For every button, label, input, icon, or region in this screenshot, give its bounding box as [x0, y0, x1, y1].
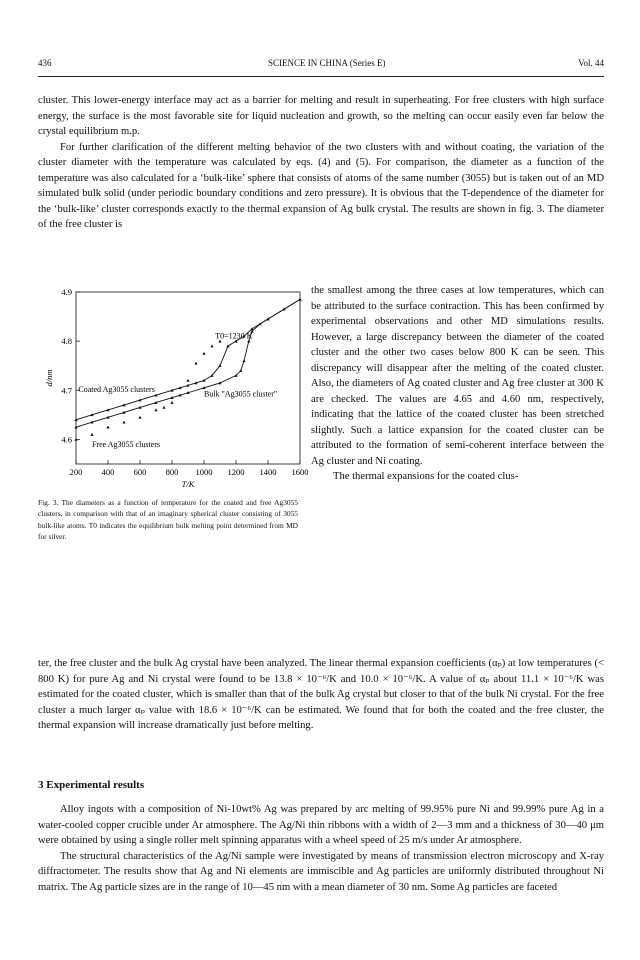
body-text-bottom: [38, 802, 604, 895]
free-point: [170, 401, 173, 404]
x-axis-label: T/K: [181, 479, 195, 489]
paragraph-2: For further clarification of the different melting behavior of the two clusters with and without coating, the variation of the cluster diameter with the temperature was calculated by eqs. (4) and (5). For comparison, the diameter as a function of the temperature was also calculated for a ‘bulk-like’ sphere that consists of atoms of the same number (3055) but is taken out of an MD simulated bulk solid (under periodic boundary conditions and zero pressure). It is obvious that the T-dependence of the diameter for the ‘bulk-like’ cluster corresponds exactly to the thermal expansion of Ag bulk crystal. The results are shown in fig. 3. The diameter of the free cluster is: [38, 141, 604, 230]
paragraph-6: The structural characteristics of the Ag/Ni sample were investigated by means of transmission electron microscopy and X-ray diffractometer. The results show that Ag and Ni elements are immiscible and Ag particles are uniformly distributed throughout Ni matrix. The Ag particle sizes are in the range of 10—45 nm with a mean diameter of 30 nm. Some Ag particles are faceted: [38, 850, 604, 893]
free-point: [154, 408, 157, 411]
paragraph-1: cluster. This lower-energy interface may act as a barrier for melting and result in superheating. For free clusters with high surface energy, the surface is the most favorable site for liquid nucleation and growth, so the melting can occur easily even far below the crystal equilibrium m.p.: [38, 95, 604, 137]
free-point: [106, 426, 109, 429]
free-point: [210, 344, 213, 347]
free-point: [90, 433, 93, 436]
bulk-point: [242, 359, 245, 362]
x-tick-label: 400: [101, 467, 115, 477]
free-point: [194, 362, 197, 365]
paragraph-5: Alloy ingots with a composition of Ni-10wt% Ag was prepared by arc melting of 99.95% pure Ni and 99.99% pure Ag in a water-cooled copper crucible under Ar atmosphere. The Ag/Ni thin ribbons with a width of 2—3 mm and a thickness of 30—40 μm were obtained by using a single roller melt spinning apparatus with a wheel speed of 25 m/s under Ar atmosphere.: [38, 804, 604, 846]
volume-label: Vol. 44: [578, 58, 604, 68]
running-header: [38, 58, 604, 72]
bulk-point: [298, 298, 301, 301]
paragraph-3: the smallest among the three cases at low temperatures, which can be attributed to the surface contraction. This has been confirmed by experimental observations and other MD simulations results. However, a large discrepancy between the diameter of the coated cluster and the other two cases below 800 K can be seen. This discrepancy will disappear after the melting of the coated cluster. Also, the diameters of Ag coated cluster and Ag free cluster at 300 K are checked. The values are 4.65 and 4.60 nm, respectively, indicating that the lattice of the coated cluster has been stretched slightly. Such a lattice expansion for the coated cluster can be attributed to the formation of semi-coherent interface between the Ag cluster and Ni coating.: [311, 285, 604, 467]
free-point: [162, 406, 165, 409]
y-tick-label: 4.9: [61, 287, 72, 297]
x-tick-label: 600: [133, 467, 147, 477]
free-point: [138, 416, 141, 419]
y-axis-label: d/nm: [44, 369, 54, 387]
plot-frame: [76, 292, 300, 464]
free-series-label: Free Ag3055 clusters: [92, 439, 160, 449]
journal-title: SCIENCE IN CHINA (Series E): [268, 58, 386, 68]
coated-series-label: Coated Ag3055 clusters: [78, 384, 155, 394]
y-tick-label: 4.7: [61, 385, 72, 396]
paragraph-4-cont: ter, the free cluster and the bulk Ag crystal have been analyzed. The linear thermal expansion coefficients (αₚ) at low temperatures (< 800 K) for pure Ag and Ni crystal were found to be 13.8 × 10⁻⁶/K and 10.0 × 10⁻⁶/K. A value of αₚ about 11.1 × 10⁻⁶/K was estimated for the coated cluster, which is smaller than that of the bulk Ag crystal but closer to that of the bulk Ni crystal. For the free cluster a much larger αₚ value with 18.6 × 10⁻⁶/K can be estimated. We found that for both the coated and the free cluster, the thermal expansion will increase dramatically just before melting.: [38, 658, 604, 731]
t0-annotation: T0=1230 K: [215, 331, 253, 341]
bulk-point: [239, 369, 242, 372]
paragraph-4-start: The thermal expansions for the coated clus-: [333, 471, 519, 482]
body-text-middle: [38, 656, 604, 734]
figure-3: [30, 284, 308, 501]
body-text-top: [38, 93, 604, 233]
caption-text: Fig. 3. The diameters as a function of temperature for the coated and free Ag3055 clusters, in comparison with that of an imaginary spherical cluster consisting of 3055 bulk-like atoms. T0 indicates the equilibrium bulk melting point determined from MD for silver.: [38, 498, 298, 542]
section-heading: 3 Experimental results: [38, 779, 145, 791]
body-text-right: [311, 283, 604, 485]
x-tick-label: 800: [165, 467, 179, 477]
page-number: 436: [38, 58, 52, 68]
x-tick-label: 1000: [195, 467, 213, 477]
x-tick-label: 1200: [227, 467, 245, 477]
x-tick-label: 1400: [259, 467, 277, 477]
coated-series-line: [76, 299, 300, 419]
y-tick-label: 4.8: [61, 336, 72, 347]
diameter-chart: [30, 284, 308, 496]
free-point: [202, 352, 205, 355]
bulk-series-label: Bulk "Ag3055 cluster": [204, 389, 278, 399]
y-tick-label: 4.6: [61, 434, 72, 445]
x-tick-label: 1600: [291, 467, 308, 477]
free-point: [122, 421, 125, 424]
x-tick-label: 200: [69, 467, 83, 477]
bulk-series-line: [76, 299, 300, 427]
free-point: [186, 379, 189, 382]
figure-caption: [38, 497, 298, 543]
header-rule: [38, 76, 604, 77]
coated-point: [218, 364, 221, 367]
